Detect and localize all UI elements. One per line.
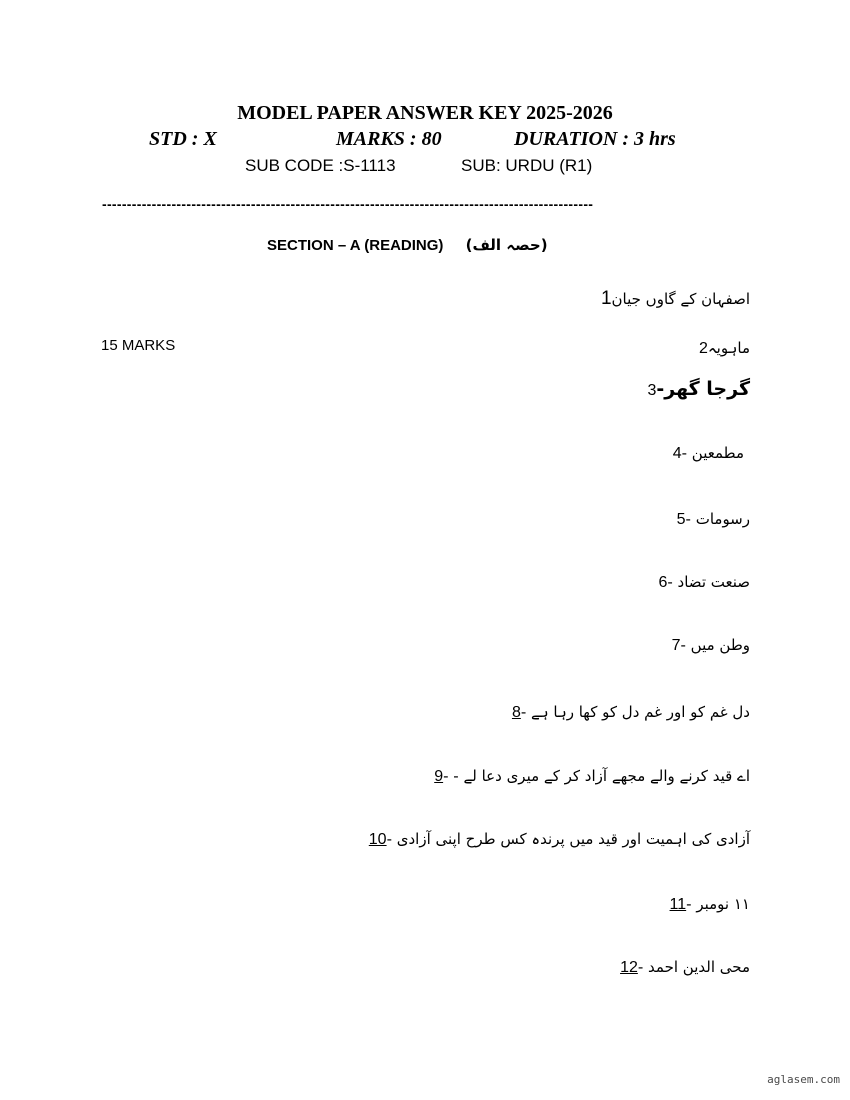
answer-text: دل غم کو اور غم دل کو کھا رہا ہے - [520, 703, 750, 721]
answer-item [363, 830, 750, 849]
section-urdu-label: (حصہ الف) [465, 236, 548, 254]
answer-item [506, 703, 750, 722]
watermark-footer: aglasem.com [767, 1073, 840, 1086]
answer-text: صنعت تضاد - [667, 573, 750, 591]
duration-label: DURATION : 3 hrs [514, 128, 676, 150]
answer-number: 2 [698, 340, 708, 357]
subject-label: SUB: URDU (R1) [461, 156, 593, 175]
answer-number: 7 [671, 637, 681, 654]
answer-number: 9 [434, 768, 444, 785]
answer-text: مطمعین - [681, 444, 744, 462]
answer-number: 12 [620, 959, 638, 976]
section-marks: 15 MARKS [101, 337, 176, 354]
marks-label: MARKS : 80 [336, 128, 442, 150]
answer-item [641, 378, 750, 400]
answer-text: آزادی کی اہمیت اور قید میں پرندہ کس طرح اپنی آزادی - [386, 830, 750, 848]
sub-code: SUB CODE :S-1113 [245, 156, 396, 175]
answer-number: 4 [672, 445, 682, 462]
answer-item [614, 958, 750, 977]
answer-number: 10 [368, 831, 387, 848]
answer-item [652, 573, 750, 592]
answer-number: 8 [511, 704, 521, 721]
answer-number: 11 [669, 896, 687, 913]
answer-text: محی الدین احمد - [637, 958, 750, 976]
std-label: STD : X [149, 128, 217, 150]
answer-item [666, 636, 750, 655]
answer-text: ماہویہ [707, 339, 750, 357]
answer-item [664, 895, 750, 914]
answer-text: وطن میں - [680, 636, 750, 654]
answer-text: گرجا گھر- [656, 378, 750, 400]
answer-number: 3 [647, 382, 657, 399]
answer-item [595, 288, 750, 310]
divider-line: --------------------------------------------------------------------------------------------------- [102, 196, 594, 212]
answer-item [667, 444, 744, 463]
answer-item [671, 510, 750, 529]
answer-item [428, 767, 750, 786]
answer-number: 6 [658, 574, 668, 591]
section-label: SECTION – A (READING) [267, 237, 444, 254]
answer-text: اے قید کرنے والے مجھے آزاد کر کے میری دعا لے - - [443, 767, 750, 785]
answer-text: رسومات - [685, 510, 750, 528]
answer-number: 1 [600, 288, 612, 309]
section-heading [267, 236, 548, 254]
answer-number: 5 [676, 511, 686, 528]
answer-item [693, 339, 750, 358]
page-title: MODEL PAPER ANSWER KEY 2025-2026 [237, 102, 613, 124]
answer-text: اصفہان کے گاوں جیان [611, 290, 750, 308]
answer-text: ۱۱ نومبر - [686, 895, 750, 913]
